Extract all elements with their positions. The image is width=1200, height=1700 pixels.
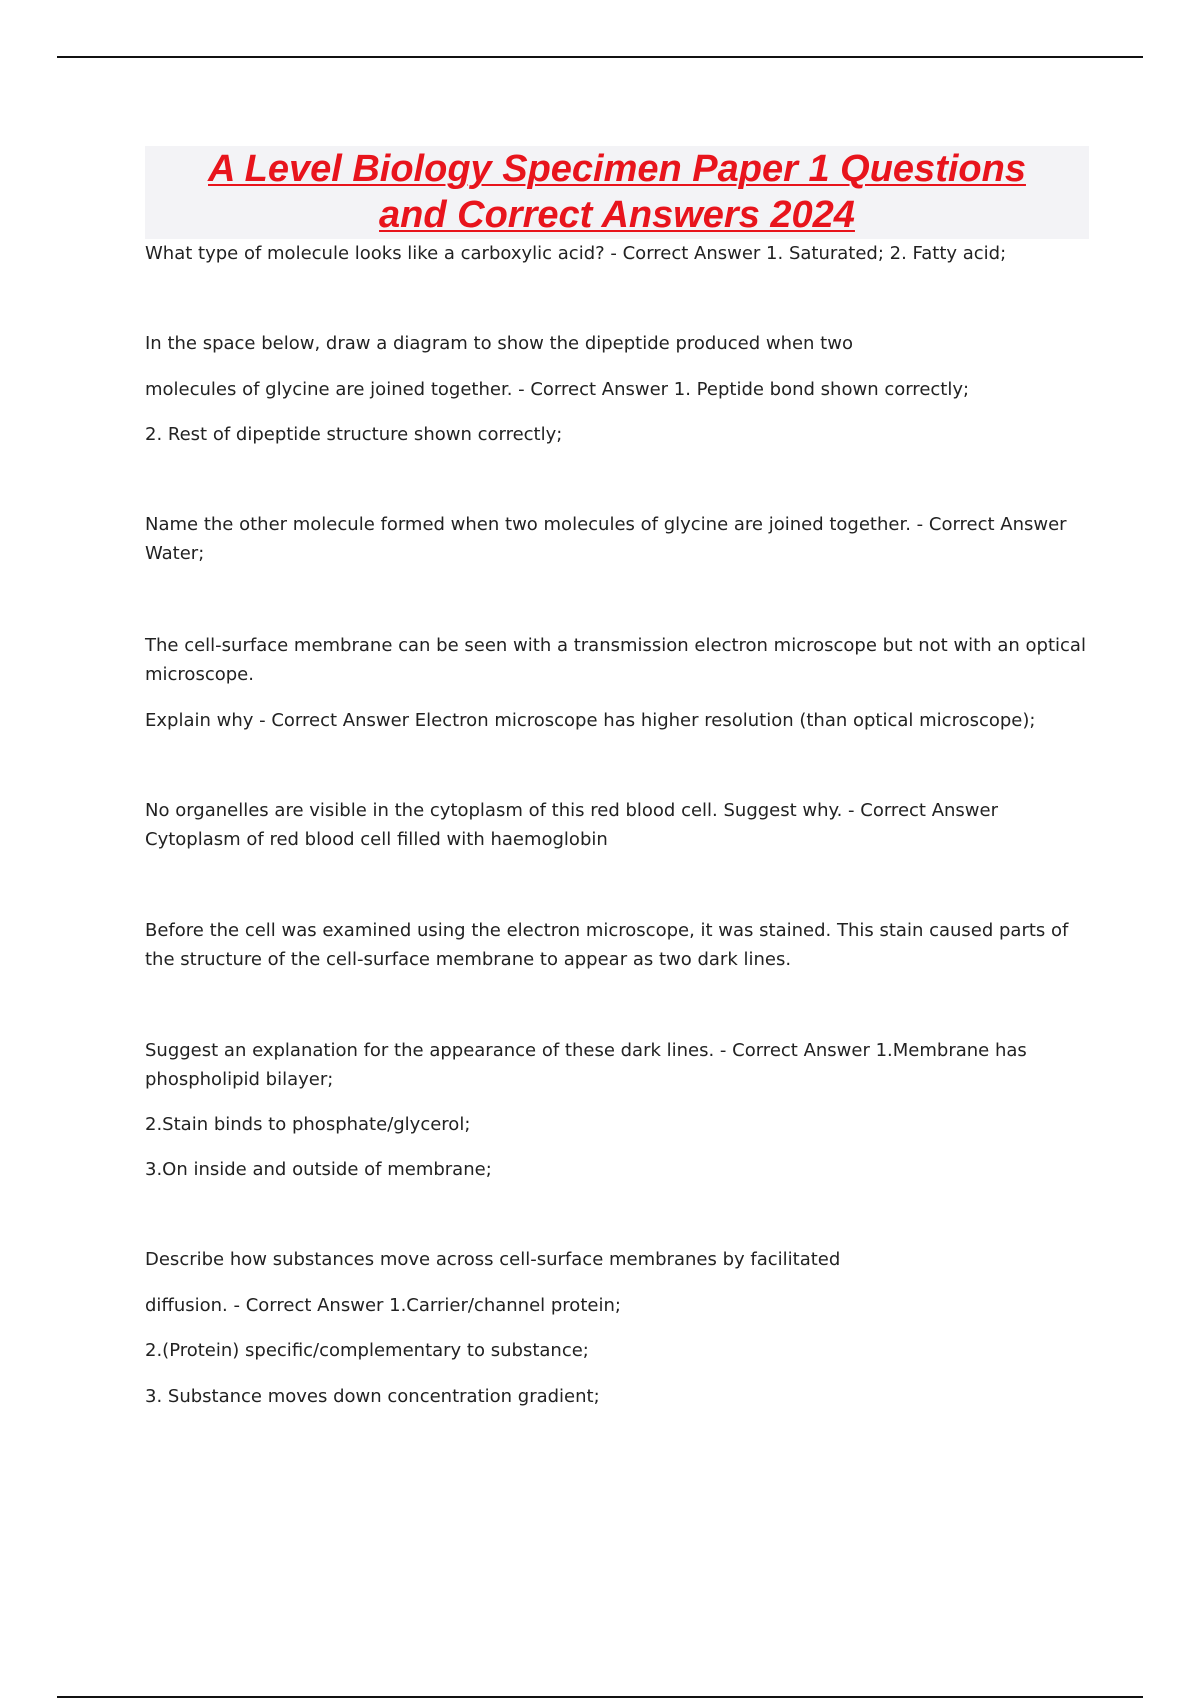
qa-paragraph: 2.(Protein) specific/complementary to substance;: [145, 1340, 589, 1361]
qa-paragraph: Describe how substances move across cell-surface membranes by facilitated: [145, 1249, 841, 1270]
qa-paragraph: molecules of glycine are joined together. - Correct Answer 1. Peptide bond shown correctly;: [145, 379, 970, 400]
title-line-2: and Correct Answers 2024: [379, 194, 855, 236]
document-body: [145, 146, 1089, 1411]
qa-paragraph: Explain why - Correct Answer Electron microscope has higher resolution (than optical microscope);: [145, 710, 1036, 731]
qa-paragraph: Before the cell was examined using the electron microscope, it was stained. This stain caused parts of the structure of the cell-surface membrane to appear as two dark lines.: [145, 920, 1069, 970]
qa-paragraph: 2. Rest of dipeptide structure shown correctly;: [145, 424, 563, 445]
qa-paragraph: diffusion. - Correct Answer 1.Carrier/channel protein;: [145, 1295, 621, 1316]
footer-rule: [57, 1696, 1143, 1698]
qa-paragraph: What type of molecule looks like a carboxylic acid? - Correct Answer 1. Saturated; 2. Fatty acid;: [145, 243, 1007, 264]
qa-paragraph: 3. Substance moves down concentration gradient;: [145, 1386, 600, 1407]
qa-paragraph: 2.Stain binds to phosphate/glycerol;: [145, 1114, 471, 1135]
qa-paragraph: 3.On inside and outside of membrane;: [145, 1159, 492, 1180]
header-rule: [57, 56, 1143, 58]
title-line-1: A Level Biology Specimen Paper 1 Questions: [208, 148, 1026, 190]
qa-paragraph: The cell-surface membrane can be seen with a transmission electron microscope but not with an optical microscope.: [145, 635, 1086, 685]
document-title: [145, 146, 1089, 238]
qa-paragraph: Name the other molecule formed when two molecules of glycine are joined together. - Correct Answer Water;: [145, 514, 1067, 564]
title-banner: [145, 146, 1089, 239]
qa-paragraph: Suggest an explanation for the appearance of these dark lines. - Correct Answer 1.Membrane has phospholipid bilayer;: [145, 1040, 1027, 1090]
qa-paragraph: In the space below, draw a diagram to show the dipeptide produced when two: [145, 333, 853, 354]
qa-paragraph: No organelles are visible in the cytoplasm of this red blood cell. Suggest why. - Correct Answer Cytoplasm of red blood cell filled with haemoglobin: [145, 800, 998, 850]
